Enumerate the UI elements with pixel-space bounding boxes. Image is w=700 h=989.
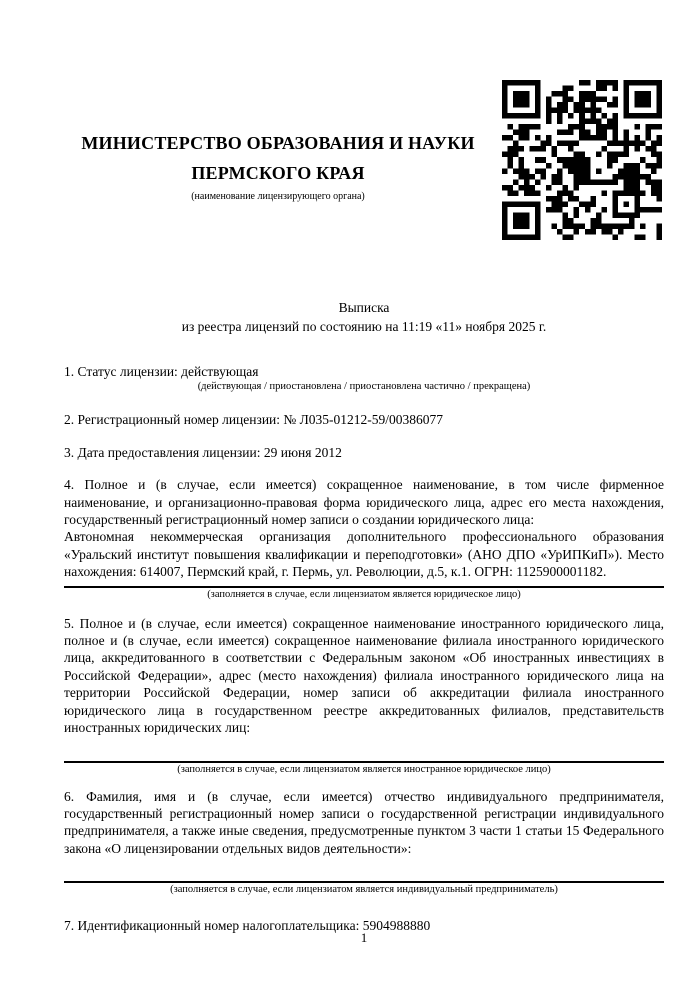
ministry-caption: (наименование лицензирующего органа) [191,191,365,202]
licensing-authority-header [64,128,492,203]
page-number: 1 [360,930,368,945]
item-individual-entrepreneur [64,788,664,897]
item-text: 2. Регистрационный номер лицензии: № Л035-01212-59/00386077 [64,412,444,428]
item-text: 6. Фамилия, имя и (в случае, если имеется) отчество индивидуального предпринимателя, государственный регистрационный номер записи о государственной регистрации индивидуального предпринимателя, а также иные сведения, предусмотренные пунктом 3 части 1 статьи 15 Федерального закона «О лицензировании отдельных видов деятельности»: [64,788,664,856]
document-title-line2: из реестра лицензий по состоянию на 11:19 «11» ноября 2025 г. [181,319,547,334]
item-license-date [64,444,664,461]
ministry-name-line2: ПЕРМСКОГО КРАЯ [191,163,365,183]
item-foreign-entity [64,615,664,776]
item-value: Автономная некоммерческая организация дополнительного профессионального образования «Уральский институт повышения квалификации и переподготовки» (АНО ДПО «УрИПКиП»). Место нахождения: 614007, Пермский край, г. Пермь, ул. Революции, д.5, к.1. ОГРН: 1125900001182. [64,529,664,580]
item-text: 3. Дата предоставления лицензии: 29 июня 2012 [64,444,342,460]
item-registration-number [64,411,664,428]
license-items [64,363,664,935]
ministry-name [64,128,492,188]
item-caption: (действующая / приостановлена / приостановлена частично / прекращена) [197,381,531,393]
document-body [64,298,664,935]
ministry-name-line1: МИНИСТЕРСТВО ОБРАЗОВАНИЯ И НАУКИ [81,133,475,153]
item-text: 4. Полное и (в случае, если имеется) сокращенное наименование, в том числе фирменное наименование, и организационно-правовая форма юридического лица, адрес его места нахождения, государственный регистрационный номер записи о создании юридического лица: [64,477,664,528]
document-title-line1: Выписка [338,300,390,315]
item-legal-entity [64,476,664,600]
item-caption: (заполняется в случае, если лицензиатом является иностранное юридическое лицо) [177,763,551,775]
item-caption: (заполняется в случае, если лицензиатом является юридическое лицо) [207,588,521,600]
qr-code-icon [502,80,662,240]
item-text: 7. Идентификационный номер налогоплательщика: 5904988880 [64,918,431,934]
item-license-status [64,363,664,393]
item-caption: (заполняется в случае, если лицензиатом является индивидуальный предприниматель) [170,884,558,896]
document-title [64,298,664,336]
item-text: 5. Полное и (в случае, если имеется) сокращенное наименование иностранного юридического лица, полное и (в случае, если имеется) сокращенное наименование филиала иностранного юридического лица, аккредитованного в соответствии с Федеральным законом «Об иностранных инвестициях в Российской Федерации», адрес (место нахождения) филиала иностранного юридического лица на территории Российской Федерации, номер записи об аккредитации филиала иностранного юридического лица в государственном реестре аккредитованных филиалов, представительств иностранных юридических лиц: [64,615,664,736]
item-text: 1. Статус лицензии: действующая [64,364,259,379]
